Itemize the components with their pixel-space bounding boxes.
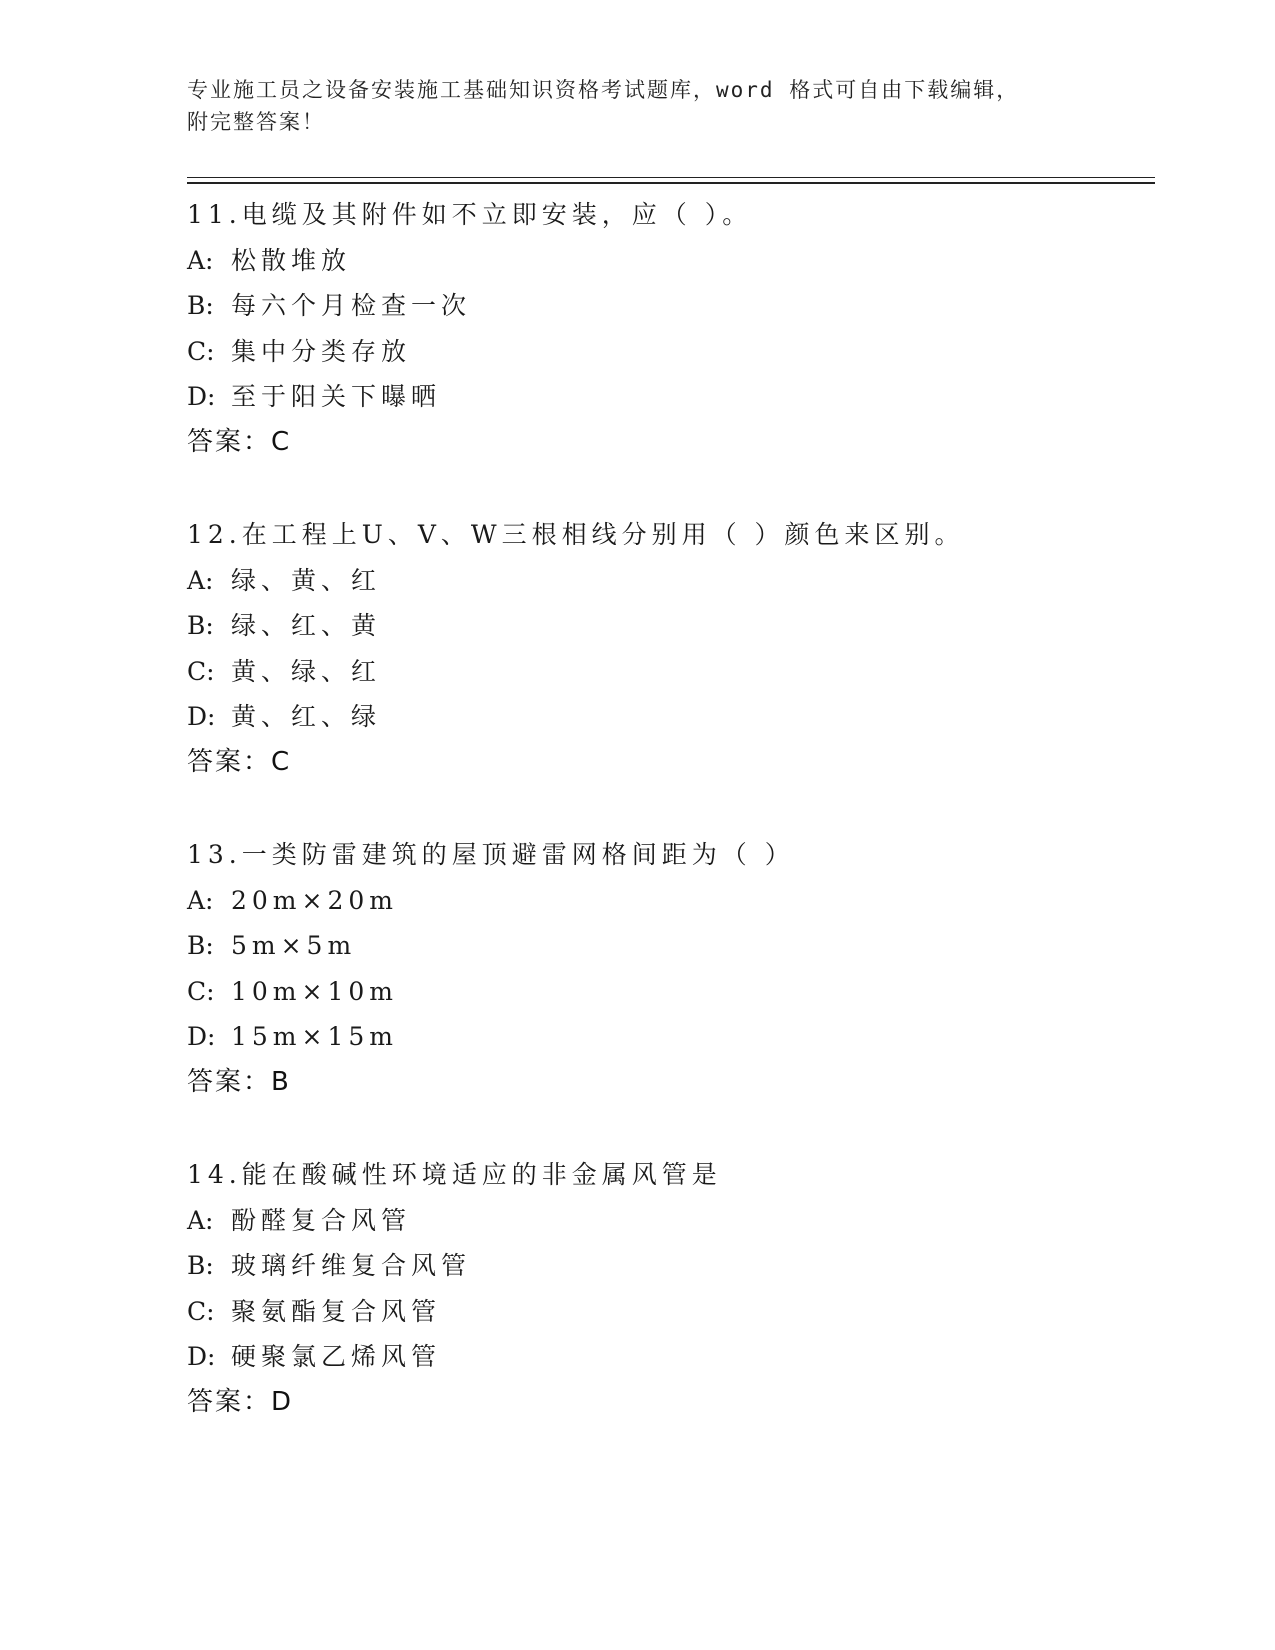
option-d — [187, 694, 1147, 740]
option-key: D: — [187, 382, 216, 412]
option-text: 至于阳关下曝晒 — [231, 382, 442, 412]
option-text: 5m×5m — [231, 931, 357, 961]
option-text: 黄、绿、红 — [231, 656, 382, 686]
option-text: 15m×15m — [231, 1022, 398, 1052]
question-13 — [187, 832, 1147, 1152]
question-stem: 14.能在酸碱性环境适应的非金属风管是 — [187, 1160, 722, 1189]
option-text: 绿、黄、红 — [231, 565, 382, 595]
option-key: A: — [187, 885, 214, 915]
header-divider-thin — [187, 177, 1155, 178]
header-line-1: 专业施工员之设备安装施工基础知识资格考试题库，word 格式可自由下载编辑， — [187, 78, 1020, 102]
option-text: 玻璃纤维复合风管 — [231, 1251, 472, 1281]
option-text: 绿、红、黄 — [231, 611, 382, 641]
option-b — [187, 1243, 1147, 1289]
answer-line: 答案：D — [187, 1386, 294, 1417]
answer-line: 答案：B — [187, 1066, 291, 1097]
option-key: B: — [187, 1251, 214, 1281]
question-12 — [187, 512, 1147, 832]
option-key: A: — [187, 245, 214, 275]
question-stem: 11.电缆及其附件如不立即安装，应（ ）。 — [187, 200, 753, 229]
option-text: 聚氨酯复合风管 — [231, 1296, 442, 1326]
option-text: 每六个月检查一次 — [231, 291, 472, 321]
option-a — [187, 238, 1147, 284]
option-key: B: — [187, 291, 214, 321]
option-a — [187, 1198, 1147, 1244]
question-14 — [187, 1152, 1147, 1472]
option-key: A: — [187, 1205, 214, 1235]
option-b — [187, 923, 1147, 969]
option-key: B: — [187, 611, 214, 641]
option-text: 硬聚氯乙烯风管 — [231, 1342, 442, 1372]
option-d — [187, 374, 1147, 420]
option-d — [187, 1334, 1147, 1380]
option-a — [187, 878, 1147, 924]
option-key: D: — [187, 1342, 216, 1372]
option-text: 黄、红、绿 — [231, 702, 382, 732]
question-list — [187, 192, 1147, 1472]
option-c — [187, 329, 1147, 375]
header-divider-thick — [187, 182, 1155, 184]
question-stem: 12.在工程上U、V、W三根相线分别用（ ）颜色来区别。 — [187, 520, 965, 549]
header-line-2: 附完整答案！ — [187, 110, 325, 134]
option-a — [187, 558, 1147, 604]
option-key: D: — [187, 702, 216, 732]
option-text: 松散堆放 — [231, 245, 352, 275]
option-c — [187, 649, 1147, 695]
option-text: 集中分类存放 — [231, 336, 412, 366]
document-header — [187, 74, 1087, 138]
question-11 — [187, 192, 1147, 512]
option-key: C: — [187, 976, 215, 1006]
answer-line: 答案：C — [187, 746, 292, 777]
option-c — [187, 969, 1147, 1015]
question-stem: 13.一类防雷建筑的屋顶避雷网格间距为（ ） — [187, 840, 795, 869]
option-key: C: — [187, 656, 215, 686]
option-key: C: — [187, 1296, 215, 1326]
option-c — [187, 1289, 1147, 1335]
option-b — [187, 603, 1147, 649]
option-text: 20m×20m — [231, 885, 398, 915]
option-text: 10m×10m — [231, 976, 398, 1006]
option-b — [187, 283, 1147, 329]
option-text: 酚醛复合风管 — [231, 1205, 412, 1235]
option-key: A: — [187, 565, 214, 595]
option-key: C: — [187, 336, 215, 366]
option-key: B: — [187, 931, 214, 961]
option-d — [187, 1014, 1147, 1060]
option-key: D: — [187, 1022, 216, 1052]
answer-line: 答案：C — [187, 426, 292, 457]
